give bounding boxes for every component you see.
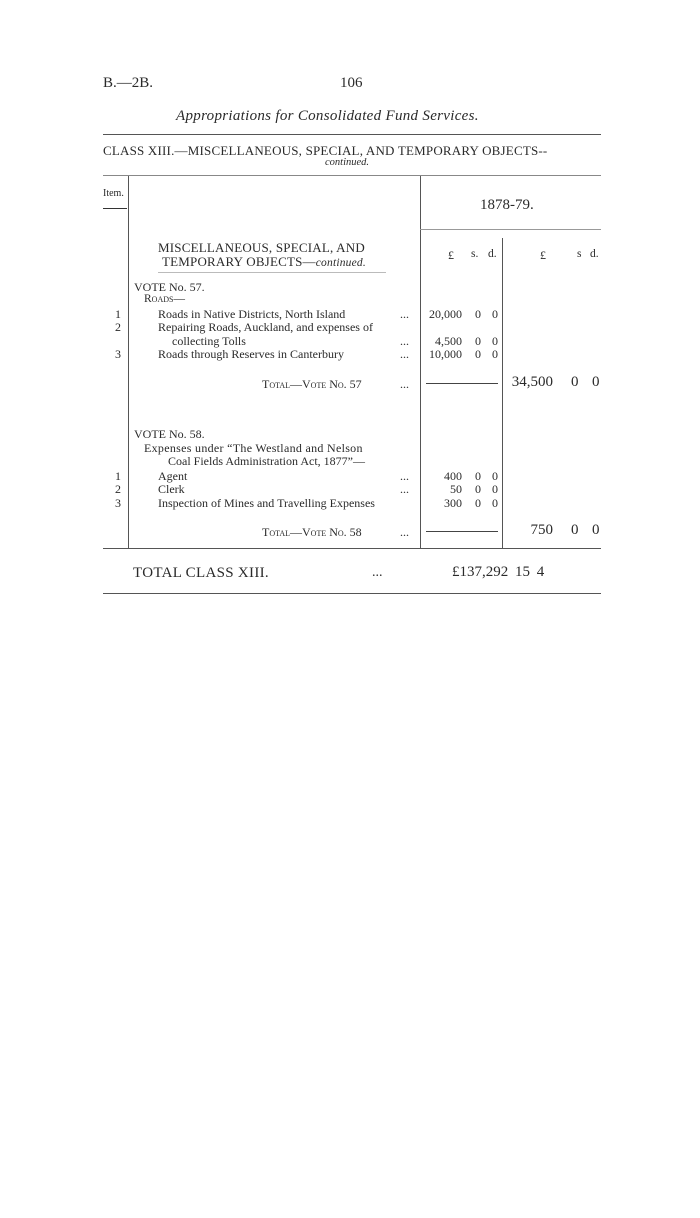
- vote-57-item-leader: ...: [400, 334, 409, 348]
- vote-57-subhead: Roads—: [144, 293, 185, 305]
- item-header-rule: [103, 208, 127, 209]
- section-title-main: TEMPORARY OBJECTS—: [162, 254, 316, 269]
- vote-58-item-leader: ...: [400, 482, 409, 496]
- vote-57-total-leader: ...: [400, 377, 409, 391]
- vote-58-item-pence: 0: [492, 482, 498, 496]
- vote-58-item-shillings: 0: [475, 482, 481, 496]
- section-title-line-1: MISCELLANEOUS, SPECIAL, AND: [158, 240, 365, 255]
- vote-57-item-number: 3: [115, 347, 121, 361]
- vote-57-total-rule: [426, 383, 498, 384]
- vote-57-item-pounds: 10,000: [429, 347, 462, 361]
- vote-58-description-line-1: Expenses under “The Westland and Nelson: [144, 441, 363, 455]
- vote-57-item-description: Repairing Roads, Auckland, and expenses of: [158, 320, 373, 334]
- vote-58-total-leader: ...: [400, 525, 409, 539]
- col1-shilling-header: s.: [471, 248, 479, 260]
- vote-57-item-pence: 0: [492, 334, 498, 348]
- vote-57-item-pounds: 20,000: [429, 307, 462, 321]
- vote-58-item-pence: 0: [492, 496, 498, 510]
- vote-57-item-leader: ...: [400, 347, 409, 361]
- class-total-amount: £137,292 15 4: [452, 564, 545, 580]
- vote-58-item-leader: ...: [400, 469, 409, 483]
- col1-pence-header: d.: [488, 248, 497, 260]
- col2-pound-header: £: [540, 248, 546, 262]
- vote-58-item-number: 2: [115, 482, 121, 496]
- section-title-continued: continued.: [315, 257, 366, 269]
- class-heading: CLASS XIII.—MISCELLANEOUS, SPECIAL, AND TEMPORARY OBJECTS--: [103, 143, 548, 158]
- class-total-leader: ...: [372, 565, 383, 580]
- vote-57-total-shillings: 0: [571, 374, 579, 390]
- year-header: 1878-79.: [480, 197, 534, 213]
- vote-58-total-label: Total—Vote No. 58: [262, 525, 362, 539]
- vote-58-title: VOTE No. 58.: [134, 427, 205, 441]
- vote-58-item-pence: 0: [492, 469, 498, 483]
- vote-58-item-shillings: 0: [475, 469, 481, 483]
- vote-57-item-shillings: 0: [475, 347, 481, 361]
- vote-57-item-pounds: 4,500: [435, 334, 462, 348]
- vote-58-total-rule: [426, 531, 498, 532]
- vote-58-item-description: Agent: [158, 469, 188, 483]
- vote-57-item-description: Roads in Native Districts, North Island: [158, 307, 346, 321]
- vote-58-item-description: Clerk: [158, 482, 185, 496]
- col2-shilling-header: s: [577, 248, 582, 260]
- vote-58-item-shillings: 0: [475, 496, 481, 510]
- item-column-rule: [128, 176, 129, 548]
- document-reference: B.—2B.: [103, 75, 154, 91]
- item-header: Item.: [103, 188, 124, 199]
- vote-58-item-description: Inspection of Mines and Travelling Expenses: [158, 496, 375, 510]
- vote-58-item-pounds: 50: [450, 482, 462, 496]
- year-header-rule: [420, 229, 601, 230]
- vote-57-total-label: Total—Vote No. 57: [262, 377, 362, 391]
- vote-57-item-pence: 0: [492, 347, 498, 361]
- class-heading-continued: continued.: [325, 157, 370, 168]
- vote-58-item-number: 1: [115, 469, 121, 483]
- vote-58-item-pounds: 300: [444, 496, 462, 510]
- vote-57-item-leader: ...: [400, 307, 409, 321]
- section-title-rule: [158, 272, 386, 273]
- table-bottom-rule: [103, 548, 601, 549]
- class-total-label: TOTAL CLASS XIII.: [133, 565, 269, 581]
- vote-57-item-number: 2: [115, 320, 121, 334]
- vote-58-item-pounds: 400: [444, 469, 462, 483]
- vote-57-item-description-cont: collecting Tolls: [172, 334, 246, 348]
- vote-57-title: VOTE No. 57.: [134, 280, 205, 294]
- bottom-rule: [103, 593, 601, 594]
- heading-rule: [103, 175, 601, 176]
- vote-57-item-shillings: 0: [475, 307, 481, 321]
- vote-57-item-pence: 0: [492, 307, 498, 321]
- vote-58-total-pounds: 750: [530, 522, 553, 538]
- vote-57-item-shillings: 0: [475, 334, 481, 348]
- vote-57-item-number: 1: [115, 307, 121, 321]
- vote-57-item-description: Roads through Reserves in Canterbury: [158, 347, 344, 361]
- col1-pound-header: £: [448, 248, 454, 262]
- vote-57-total-pounds: 34,500: [511, 374, 553, 390]
- page-title: Appropriations for Consolidated Fund Services.: [176, 108, 479, 124]
- vote-58-total-pence: 0: [592, 522, 600, 538]
- amount-column-rule: [502, 238, 503, 548]
- section-title-line-2: [162, 254, 366, 270]
- page-number: 106: [340, 75, 363, 91]
- col2-pence-header: d.: [590, 248, 599, 260]
- vote-58-description-line-2: Coal Fields Administration Act, 1877”—: [168, 454, 365, 468]
- top-rule: [103, 134, 601, 135]
- vote-58-total-shillings: 0: [571, 522, 579, 538]
- vote-58-item-number: 3: [115, 496, 121, 510]
- vote-57-total-pence: 0: [592, 374, 600, 390]
